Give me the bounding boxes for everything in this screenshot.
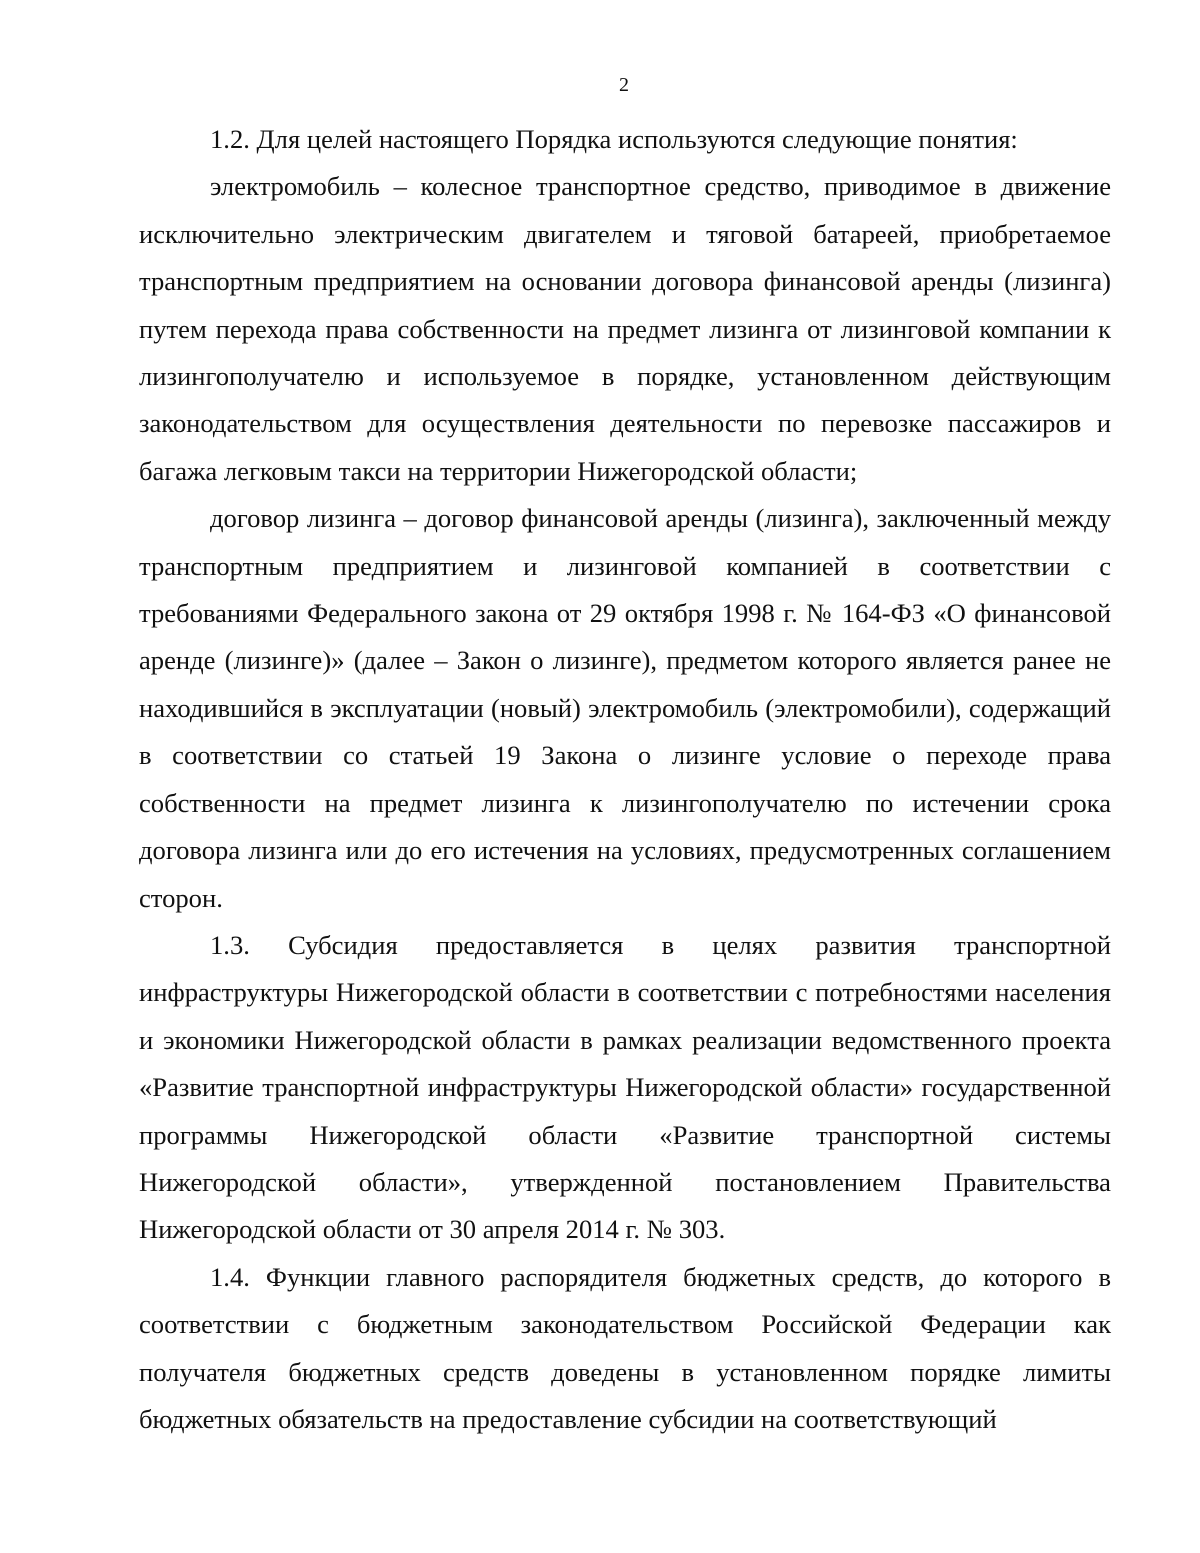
paragraph-1-3: 1.3. Субсидия предоставляется в целях развития транспортной инфраструктуры Нижегородской области в соответствии с потребностями населения и экономики Нижегородской области в рамках реализации ведомственного проекта «Развитие транспортной инфраструктуры Нижегородской области» государственной программы Нижегородской области «Развитие транспортной системы Нижегородской области», утвержденной постановлением Правительства Нижегородской области от 30 апреля 2014 г. № 303. <box>139 929 1111 1245</box>
document-body <box>139 116 1111 1443</box>
page-number: 2 <box>619 74 629 96</box>
paragraph-1-4: 1.4. Функции главного распорядителя бюджетных средств, до которого в соответствии с бюджетным законодательством Российской Федерации как получателя бюджетных средств доведены в установленном порядке лимиты бюджетных обязательств на предоставление субсидии на соответствующий <box>139 1261 1111 1434</box>
paragraph-1-2-intro: 1.2. Для целей настоящего Порядка используются следующие понятия: <box>210 124 1018 154</box>
paragraph-definition-leasing-contract: договор лизинга – договор финансовой аренды (лизинга), заключенный между транспортным предприятием и лизинговой компанией в соответствии с требованиями Федерального закона от 29 октября 1998 г. № 164-ФЗ «О финансовой аренде (лизинге)» (далее – Закон о лизинге), предметом которого является ранее не находившийся в эксплуатации (новый) электромобиль (электромобили), содержащий в соответствии со статьей 19 Закона о лизинге условие о переходе права собственности на предмет лизинга к лизингополучателю по истечении срока договора лизинга или до его истечения на условиях, предусмотренных соглашением сторон. <box>139 503 1111 913</box>
paragraph-definition-electromobile: электромобиль – колесное транспортное средство, приводимое в движение исключительно электрическим двигателем и тяговой батареей, приобретаемое транспортным предприятием на основании договора финансовой аренды (лизинга) путем перехода права собственности на предмет лизинга от лизинговой компании к лизингополучателю и используемое в порядке, установленном действующим законодательством для осуществления деятельности по перевозке пассажиров и багажа легковым такси на территории Нижегородской области; <box>139 171 1111 486</box>
